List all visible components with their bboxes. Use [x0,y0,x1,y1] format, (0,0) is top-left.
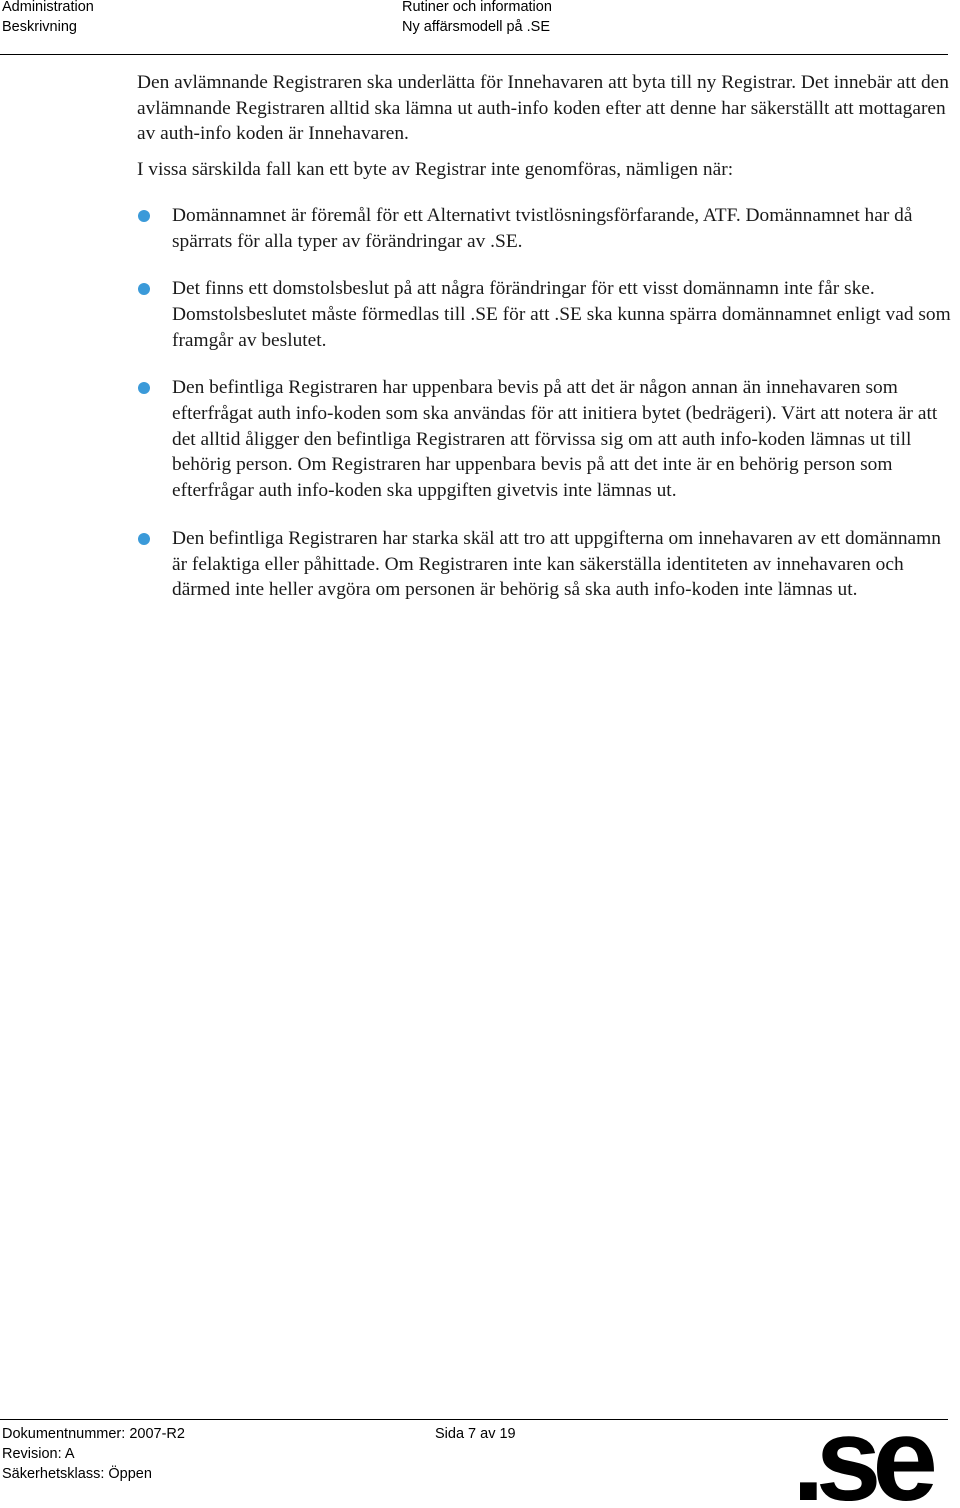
list-item [137,276,952,353]
list-item [137,375,952,504]
body-paragraph-1: Den avlämnande Registraren ska underlätta för Innehavaren att byta till ny Registrar. Det innebär att den avlämnande Registraren alltid ska lämna ut auth-info koden efter att denne har säkerställt att mottagaren av auth-info koden är Innehavaren. [137,72,949,145]
list-item-text: Det finns ett domstolsbeslut på att några förändringar för ett visst domännamn inte får ske. Domstolsbeslutet måste förmedlas till .SE för att .SE ska kunna spärra domännamnet enligt vad som framgår av beslutet. [172,278,951,351]
se-logo [792,1408,960,1508]
header-doc-subtitle: Ny affärsmodell på .SE [402,19,551,35]
footer-security-class: Säkerhetsklass: Öppen [2,1466,152,1482]
body-paragraph-2: I vissa särskilda fall kan ett byte av Registrar inte genomföras, nämligen när: [137,159,734,181]
bullet-dot-icon [138,533,150,545]
header-left [2,0,94,37]
list-item-text: Den befintliga Registraren har uppenbara bevis på att det är någon annan än innehavaren som efterfrågat auth info-koden som ska användas för att initiera bytet (bedrägeri). Värt att notera är att det alltid åligger den befintliga Registraren att förvissa sig om att auth info-koden lämnas ut till behörig person. Om Registraren har uppenbara bevis på att det inte är en behörig person som efterfrågar auth info-koden ska uppgiften givetvis inte lämnas ut. [172,377,938,502]
bullet-list [137,203,952,603]
list-item-text: Den befintliga Registraren har starka skäl att tro att uppgifterna om innehavaren av ett domännamn är felaktiga eller påhittade. Om Registraren inte kan säkerställa identiteten av innehavaren och därmed inte heller avgöra om personen är behörig så ska auth info-koden inte lämnas ut. [172,527,941,601]
list-item-text: Domännamnet är föremål för ett Alternativt tvistlösningsförfarande, ATF. Domännamnet har då spärrats för alla typer av förändringar av .SE. [172,204,913,252]
page-header [0,0,948,55]
footer-page-number: Sida 7 av 19 [435,1426,516,1442]
list-item [137,203,952,254]
footer-doc-number: Dokumentnummer: 2007-R2 [2,1426,185,1442]
bullet-dot-icon [138,210,150,222]
header-subsection: Beskrivning [2,19,77,35]
list-item [137,526,952,603]
header-doc-title: Rutiner och information [402,0,552,15]
footer-middle [435,1424,516,1444]
document-body [137,70,952,625]
bullet-dot-icon [138,283,150,295]
header-middle [402,0,552,37]
footer-revision: Revision: A [2,1446,75,1462]
logo-text: .se [792,1408,930,1508]
footer-left [2,1424,185,1484]
bullet-dot-icon [138,382,150,394]
header-section: Administration [2,0,94,15]
